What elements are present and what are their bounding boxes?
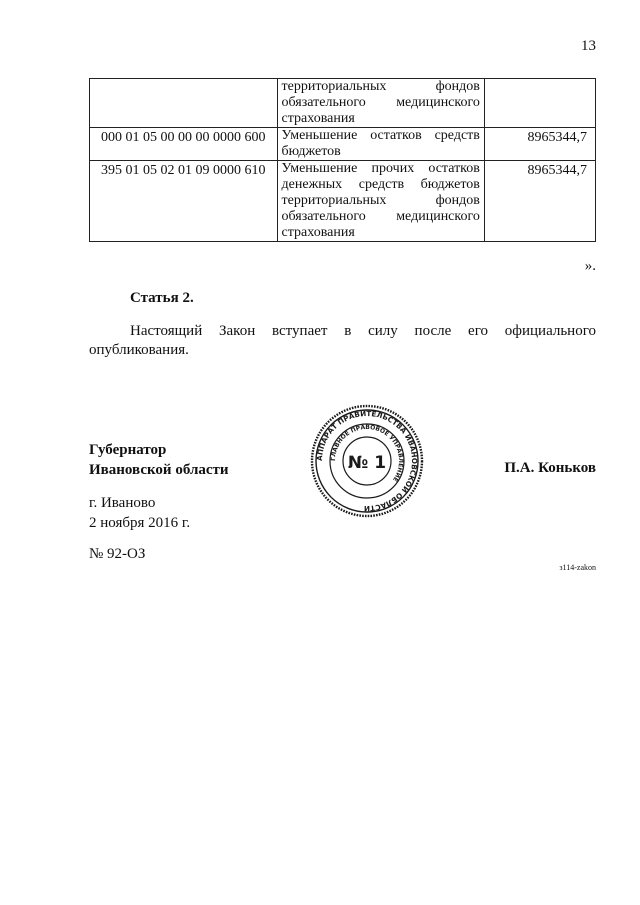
- table-cell-code: 000 01 05 00 00 00 0000 600: [90, 128, 278, 161]
- name-line: Уменьшение остатков средств: [281, 128, 480, 143]
- name-line: территориальных фондов: [281, 193, 480, 208]
- seal-inner-text: ГЛАВНОЕ ПРАВОВОЕ УПРАВЛЕНИЕ: [329, 423, 405, 483]
- law-number: № 92-ОЗ: [89, 546, 146, 562]
- file-code: з114-zakon: [559, 563, 596, 572]
- table-cell-amount: 8965344,7: [484, 128, 595, 161]
- name-line: бюджетов: [281, 144, 341, 159]
- place-date: [89, 493, 190, 533]
- table-row: [90, 79, 596, 128]
- budget-table: [89, 78, 596, 242]
- name-line: Уменьшение прочих остатков: [281, 161, 480, 176]
- article-title: Статья 2.: [130, 290, 194, 306]
- name-line: обязательного медицинского: [281, 95, 480, 110]
- table-row: [90, 161, 596, 242]
- name-line: обязательного медицинского: [281, 209, 480, 224]
- seal-graphic: [310, 404, 424, 518]
- name-line: страхования: [281, 111, 355, 126]
- table-cell-amount: [484, 79, 595, 128]
- date: 2 ноября 2016 г.: [89, 515, 191, 531]
- table-row: [90, 128, 596, 161]
- seal-ring-text: АППАРАТ ПРАВИТЕЛЬСТВА ИВАНОВСКОЙ ОБЛАСТИ: [314, 408, 420, 514]
- governor-title-line: Ивановской области: [89, 462, 229, 478]
- table-cell-amount: 8965344,7: [484, 161, 595, 242]
- table-cell-code: 395 01 05 02 01 09 0000 610: [90, 161, 278, 242]
- table-cell-name: [277, 161, 484, 242]
- table-cell-name: [277, 79, 484, 128]
- table-cell-code: [90, 79, 278, 128]
- official-seal: [310, 404, 424, 518]
- page-number: 13: [581, 38, 596, 54]
- table-cell-name: [277, 128, 484, 161]
- signer-name: П.А. Коньков: [504, 460, 596, 476]
- place: г. Иваново: [89, 495, 156, 511]
- name-line: страхования: [281, 225, 355, 240]
- name-line: территориальных фондов: [281, 79, 480, 94]
- name-line: денежных средств бюджетов: [281, 177, 480, 192]
- seal-center-number: № 1: [347, 453, 387, 473]
- closing-quote: ».: [584, 258, 596, 274]
- article-body: Настоящий Закон вступает в силу после его официального опубликования.: [89, 323, 596, 358]
- governor-title: [89, 440, 229, 480]
- governor-title-line: Губернатор: [89, 442, 167, 458]
